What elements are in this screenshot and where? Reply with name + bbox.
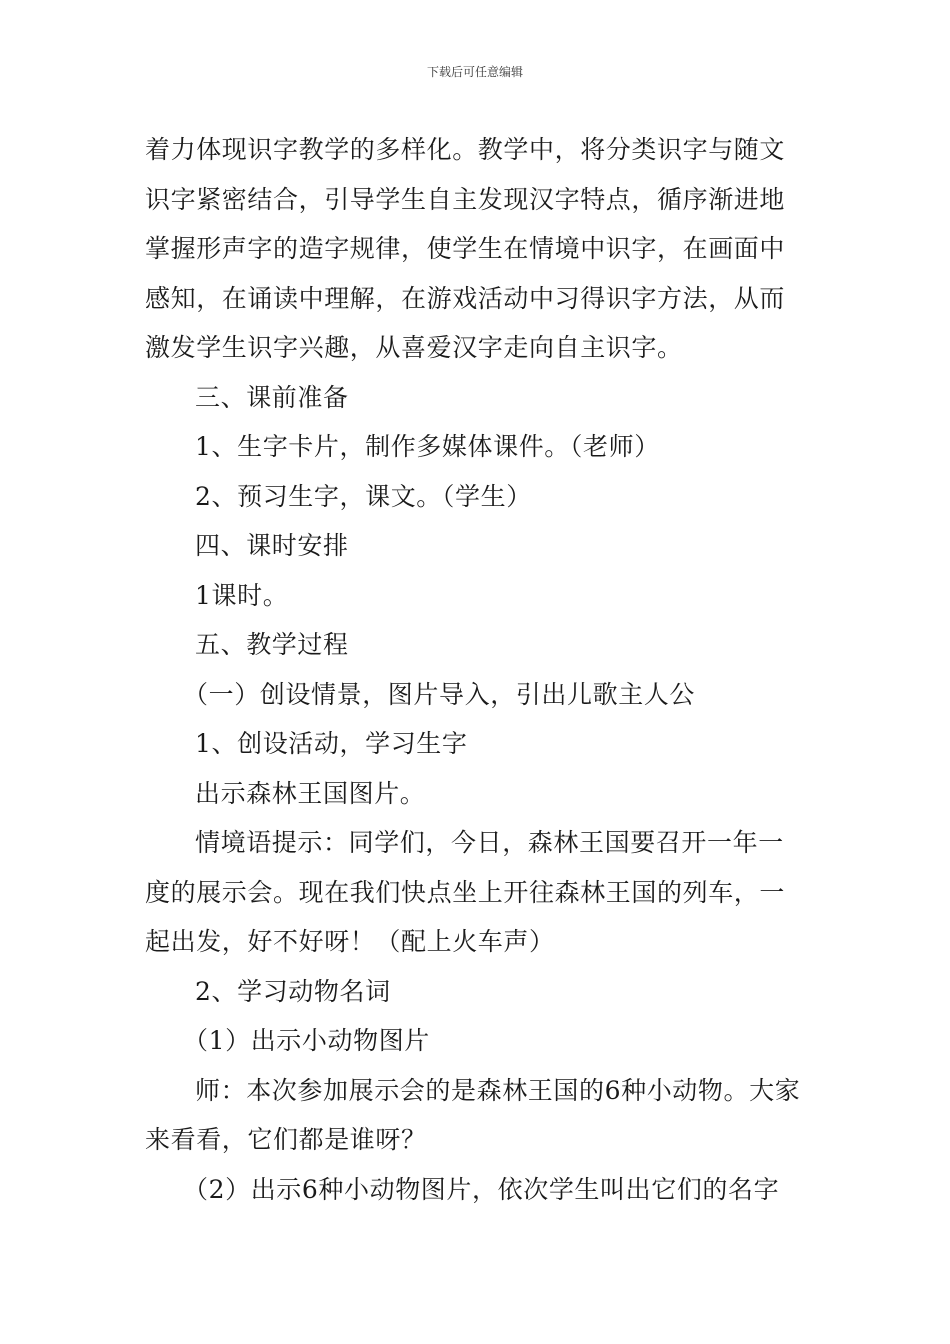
section-heading: 三、课前准备 bbox=[195, 382, 349, 412]
paragraph-line: 来看看，它们都是谁呀？ bbox=[145, 1125, 427, 1154]
paragraph-line: 出示森林王国图片。 bbox=[195, 778, 426, 808]
paragraph-line: 起出发，好不好呀！（配上火车声） bbox=[145, 927, 555, 956]
paragraph-line: 激发学生识字兴趣，从喜爱汉字走向自主识字。 bbox=[145, 333, 683, 362]
paragraph-line: 掌握形声字的造字规律，使学生在情境中识字，在画面中 bbox=[145, 234, 786, 263]
paragraph-line: 度的展示会。现在我们快点坐上开往森林王国的列车，一 bbox=[145, 877, 786, 907]
document-body bbox=[145, 125, 810, 1214]
page-header: 下载后可任意编辑 bbox=[426, 65, 523, 79]
subsection-heading: （一）创设情景，图片导入，引出儿歌主人公 bbox=[183, 679, 696, 709]
paragraph-line: 师：本次参加展示会的是森林王国的6种小动物。大家 bbox=[195, 1075, 801, 1105]
section-heading: 五、教学过程 bbox=[195, 630, 349, 659]
list-item: 2、学习动物名词 bbox=[195, 976, 391, 1006]
list-item: （2）出示6种小动物图片，依次学生叫出它们的名字 bbox=[183, 1174, 780, 1204]
paragraph-line: 1课时。 bbox=[195, 580, 289, 610]
list-item: 2、预习生字，课文。（学生） bbox=[195, 481, 532, 511]
section-heading: 四、课时安排 bbox=[195, 531, 349, 560]
list-item: 1、创设活动，学习生字 bbox=[195, 729, 468, 758]
list-item: 1、生字卡片，制作多媒体课件。（老师） bbox=[195, 432, 660, 461]
paragraph-line: 识字紧密结合，引导学生自主发现汉字特点，循序渐进地 bbox=[145, 184, 786, 214]
list-item: （1）出示小动物图片 bbox=[183, 1026, 430, 1055]
paragraph-line: 着力体现识字教学的多样化。教学中，将分类识字与随文 bbox=[145, 135, 786, 164]
paragraph-line: 情境语提示：同学们，今日，森林王国要召开一年一 bbox=[195, 828, 784, 857]
paragraph-line: 感知，在诵读中理解，在游戏活动中习得识字方法，从而 bbox=[145, 283, 786, 313]
